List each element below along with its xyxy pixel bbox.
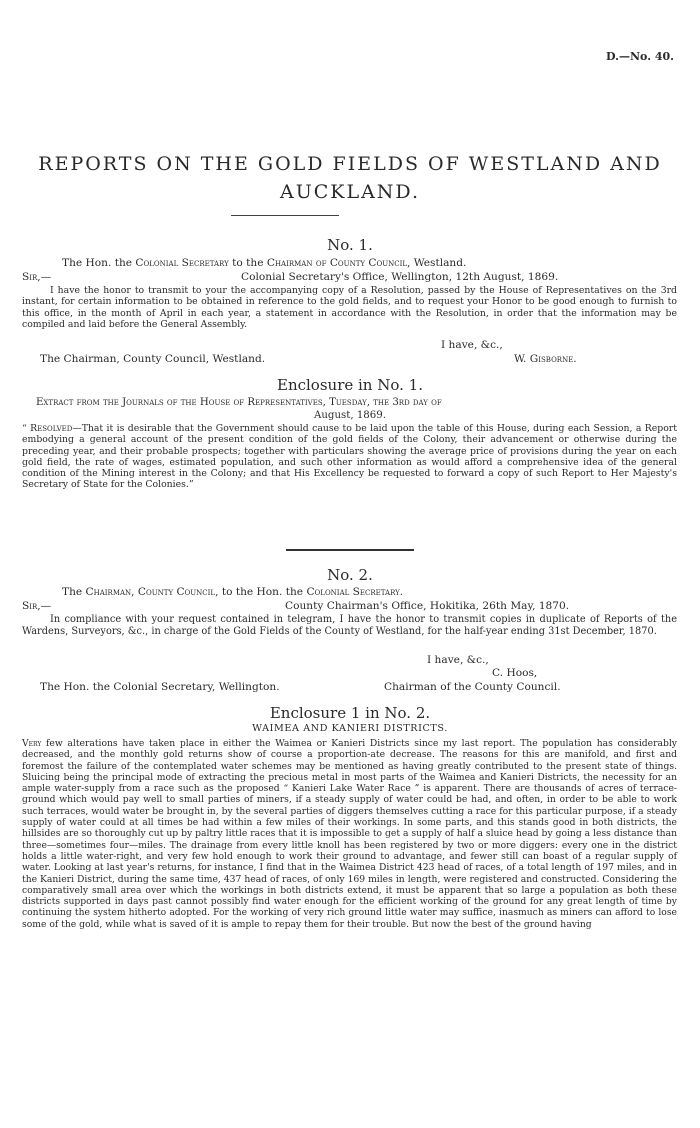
letter-1-intro: The Hon. the Colonial Secretary to the Chairman of County Council, Westland. <box>62 257 467 269</box>
letter-2-intro: The Chairman, County Council, to the Hon. the Colonial Secretary. <box>62 586 404 598</box>
document-title <box>0 150 700 206</box>
enclosure-1-extract-date: August, 1869. <box>314 410 386 421</box>
enclosure-1-heading: Enclosure in No. 1. <box>277 376 423 394</box>
letter-1-signature: W. Gisborne. <box>514 353 577 365</box>
letter-2-closing: I have, &c., <box>427 654 489 666</box>
letter-2-body: In compliance with your request contained in telegram, I have the honor to transmit copies in duplicate of Reports of the Wardens, Surveyors, &c., in charge of the Gold Fields of the County of Westland, for the half-year ending 31st December, 1870. <box>22 614 677 637</box>
section-divider <box>286 549 414 551</box>
title-line-1: REPORTS ON THE GOLD FIELDS OF WESTLAND AND <box>38 153 662 175</box>
letter-1-address: Colonial Secretary's Office, Wellington, 12th August, 1869. <box>241 271 559 283</box>
enclosure-2-subheading: WAIMEA AND KANIERI DISTRICTS. <box>252 723 448 734</box>
enclosure-2-heading: Enclosure 1 in No. 2. <box>269 704 431 722</box>
letter-2-signer-title: Chairman of the County Council. <box>384 681 561 693</box>
title-divider <box>231 215 339 216</box>
letter-2-number: No. 2. <box>327 566 373 584</box>
resolution-text: “ Resolved—That it is desirable that the Government should cause to be laid upon the table of this House, during each Session, a Report embodying a general account of the present condition of the gold fields of the Colony, their advancement or otherwise during the preceding year, and their probable prospects; together with particulars showing the average price of provisions during the year on each gold field, the rate of wages, estimated population, and such other information as would afford a comprehensive idea of the general condition of the Mining interest in the Colony; and that His Excellency be requested to forward a copy of such Report to Her Majesty's Secretary of State for the Colonies.” <box>22 423 677 491</box>
letter-1-closing: I have, &c., <box>441 339 503 351</box>
page-reference: D.—No. 40. <box>606 50 674 63</box>
letter-1-salutation: Sir,— <box>22 271 52 283</box>
letter-2-signer-name: C. Hoos, <box>492 667 538 679</box>
letter-1-recipient: The Chairman, County Council, Westland. <box>40 353 266 365</box>
title-line-2: AUCKLAND. <box>279 181 421 203</box>
letter-2-salutation: Sir,— <box>22 600 52 612</box>
letter-2-address: County Chairman's Office, Hokitika, 26th May, 1870. <box>285 600 570 612</box>
letter-2-recipient: The Hon. the Colonial Secretary, Wellington. <box>40 681 280 693</box>
district-report-body: Very few alterations have taken place in either the Waimea or Kanieri Districts since my last report. The population has considerably decreased, and the monthly gold returns show of course a proportion-ate decrease. The reasons for this are manifold, and first and foremost the failure of the contemplated water schemes may be mentioned as having greatly contributed to the present state of things. Sluicing being the principal mode of extracting the precious metal in most parts of the Waimea and Kanieri Districts, the necessity for an ample water-supply from a race such as the proposed “ Kanieri Lake Water Race ” is apparent. There are thousands of acres of terrace-ground which would pay well to small parties of miners, if a steady supply of water could be had, and often, in order to be able to work such terraces, would water be brought in, by the several parties of diggers themselves cutting a race for this particular purpose, if a steady supply of water could at all times be had within a few miles of their workings. In some parts, and this stands good in both districts, the hillsides are so thoroughly cut up by paltry little races that it is impossible to get a supply of half a sluice head by going a less distance than three—sometimes four—miles. The drainage from every little knoll has been registered by two or more diggers: every one in the district holds a little water-right, and very few hold enough to work their ground to advantage, and fewer still can boast of a regular supply of water. Looking at last year's returns, for instance, I find that in the Waimea District 423 head of races, of a total length of 197 miles, and in the Kanieri District, during the same time, 437 head of races, of only 169 miles in length, were registered and constructed. Considering the comparatively small area over which the workings in both districts extend, it must be apparent that so large a population as both these districts supported in days past cannot possibly find water enough for the efficient working of the ground for any great length of time by continuing the system hitherto adopted. For the working of very rich ground little water may suffice, inasmuch as miners can afford to lose some of the gold, while what is saved of it is ample to repay them for their trouble. But now the best of the ground having <box>22 738 677 930</box>
letter-1-number: No. 1. <box>327 236 373 254</box>
enclosure-1-extract: Extract from the Journals of the House of Representatives, Tuesday, the 3rd day of <box>36 397 442 408</box>
letter-1-body: I have the honor to transmit to your the accompanying copy of a Resolution, passed by the House of Representatives on the 3rd instant, for certain information to be obtained in reference to the gold fields, and to request your Honor to be good enough to furnish to this office, in the month of April in each year, a statement in accordance with the Resolution, in order that the information may be compiled and laid before the General Assembly. <box>22 285 677 330</box>
